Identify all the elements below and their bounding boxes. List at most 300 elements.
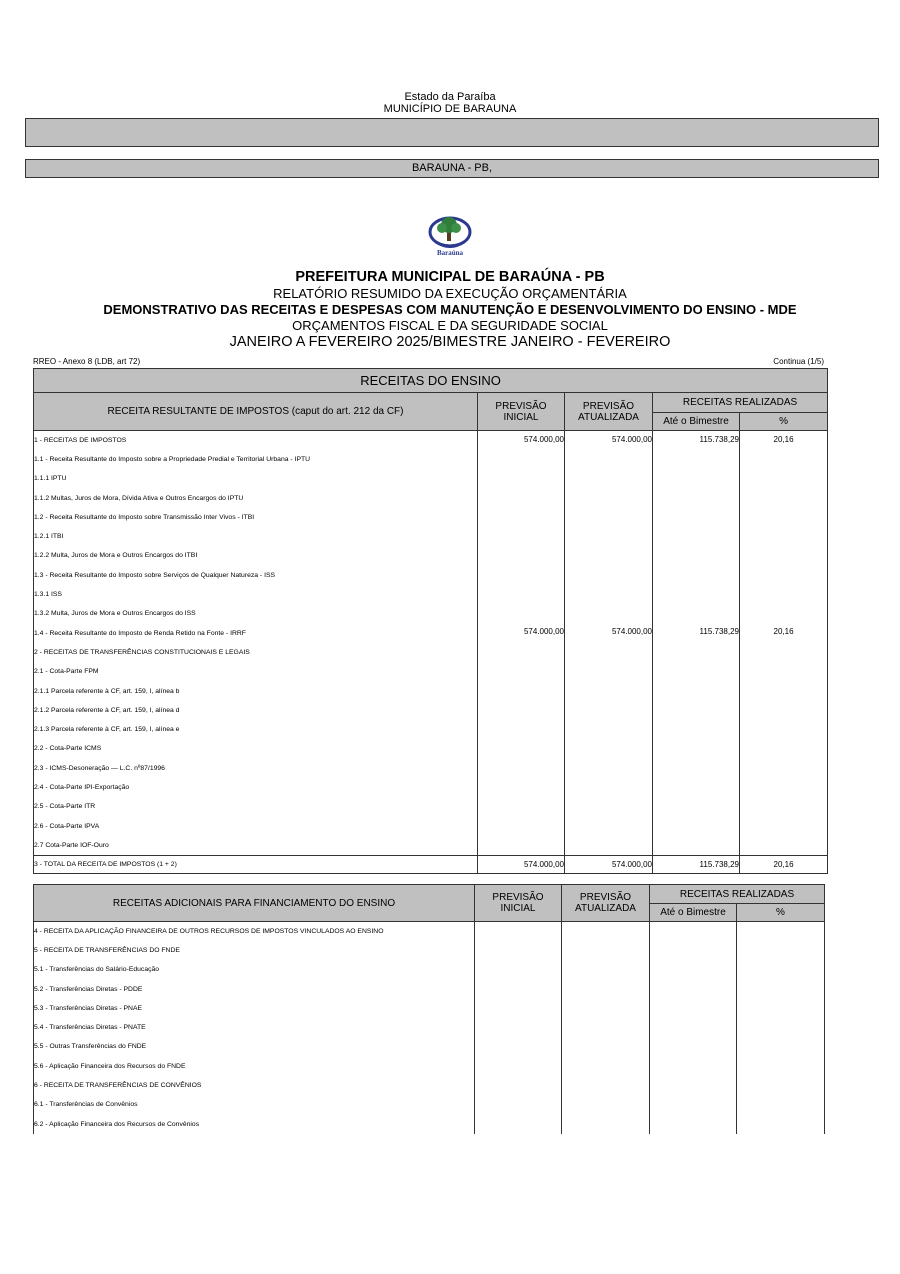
cell-pct (740, 836, 828, 855)
row-label: 1.3.1 ISS (34, 585, 478, 604)
value-atualizada: 574.000,00 (611, 627, 652, 637)
cell-atualizada (565, 836, 653, 855)
cell-inicial (478, 797, 565, 816)
row-label: 5.1 - Transferências do Salário-Educação (34, 960, 475, 979)
value-ate-bimestre (650, 979, 736, 983)
cell-pct (737, 1057, 825, 1076)
cell-ate-bimestre (650, 960, 737, 979)
table-row (34, 546, 828, 565)
cell-ate-bimestre (650, 1114, 737, 1133)
cell-ate-bimestre (653, 450, 740, 469)
value-inicial (478, 469, 564, 473)
column-header-main: RECEITAS ADICIONAIS PARA FINANCIAMENTO DO ENSINO (34, 885, 475, 922)
value-pct (737, 1076, 824, 1080)
value-pct (740, 720, 827, 724)
value-inicial (478, 566, 564, 570)
cell-atualizada (562, 1037, 650, 1056)
value-pct (737, 999, 824, 1003)
value-ate-bimestre (650, 1018, 736, 1022)
cell-inicial (475, 999, 562, 1018)
value-ate-bimestre (653, 836, 739, 840)
value-ate-bimestre (653, 681, 739, 685)
table-row (34, 720, 828, 739)
value-atualizada (565, 469, 652, 473)
row-label: 2.1.3 Parcela referente à CF, art. 159, I, alínea e (34, 720, 478, 739)
value-ate-bimestre (653, 739, 739, 743)
table-row (34, 701, 828, 720)
cell-inicial (475, 1037, 562, 1056)
cell-pct (740, 585, 828, 604)
value-inicial (478, 759, 564, 763)
row-label: 5.5 - Outras Transferências do FNDE (34, 1037, 475, 1056)
cell-atualizada (565, 681, 653, 700)
cell-ate-bimestre (650, 999, 737, 1018)
column-header-receitas-realizadas: RECEITAS REALIZADAS (653, 393, 828, 413)
cell-ate-bimestre (653, 508, 740, 527)
cell-ate-bimestre (650, 941, 737, 960)
state-name: Estado da Paraíba (404, 91, 496, 103)
table-row (34, 527, 828, 546)
row-label: 2.2 - Cota-Parte ICMS (34, 739, 478, 758)
table-row (34, 922, 825, 941)
row-label: 4 - RECEITA DA APLICAÇÃO FINANCEIRA DE OUTROS RECURSOS DE IMPOSTOS VINCULADOS AO ENSINO (34, 922, 475, 941)
cell-pct (740, 623, 828, 642)
column-header-previsao-atualizada: PREVISÃO ATUALIZADA (565, 393, 653, 431)
cell-ate-bimestre (650, 1095, 737, 1114)
cell-inicial (478, 759, 565, 778)
value-inicial (475, 960, 561, 964)
cell-pct (740, 759, 828, 778)
row-label: 1.1.2 Multas, Juros de Mora, Dívida Ativa e Outros Encargos do IPTU (34, 488, 478, 507)
row-label: 1.1 - Receita Resultante do Imposto sobre a Propriedade Predial e Territorial Urbana - IPTU (34, 450, 478, 469)
cell-pct (740, 797, 828, 816)
value-inicial (478, 450, 564, 454)
cell-inicial (475, 922, 562, 941)
value-ate-bimestre (653, 759, 739, 763)
cell-atualizada (565, 585, 653, 604)
value-inicial (478, 701, 564, 705)
total-value: 574.000,00 (611, 859, 652, 869)
cell-atualizada (565, 643, 653, 662)
cell-atualizada (565, 720, 653, 739)
value-ate-bimestre (650, 1095, 736, 1099)
cell-pct (737, 1037, 825, 1056)
value-atualizada (565, 450, 652, 454)
value-atualizada (565, 836, 652, 840)
page-continuation: Continua (1/5) (773, 357, 824, 366)
value-ate-bimestre (653, 662, 739, 666)
column-header-main: RECEITA RESULTANTE DE IMPOSTOS (caput do art. 212 da CF) (34, 393, 478, 431)
value-ate-bimestre (650, 1114, 736, 1118)
cell-pct (740, 450, 828, 469)
cell-pct (740, 778, 828, 797)
value-pct (740, 701, 827, 705)
location-banner: BARAUNA - PB, (25, 159, 879, 178)
value-pct (737, 1114, 824, 1118)
municipal-logo-icon (425, 213, 475, 257)
value-inicial (478, 797, 564, 801)
value-atualizada (565, 701, 652, 705)
cell-inicial (478, 681, 565, 700)
value-atualizada (562, 1095, 649, 1099)
cell-ate-bimestre (650, 1018, 737, 1037)
value-ate-bimestre (650, 1057, 736, 1061)
row-label: 1.2.1 ITBI (34, 527, 478, 546)
value-inicial (475, 1037, 561, 1041)
row-label: 5 - RECEITA DE TRANSFERÊNCIAS DO FNDE (34, 941, 475, 960)
value-ate-bimestre: 115.738,29 (699, 435, 739, 444)
value-pct (737, 1018, 824, 1022)
receitas-adicionais-table (33, 884, 825, 1134)
value-ate-bimestre (653, 701, 739, 705)
table-row (34, 739, 828, 758)
row-label: 1.3.2 Multa, Juros de Mora e Outros Encargos do ISS (34, 604, 478, 623)
value-ate-bimestre (653, 450, 739, 454)
row-label: 1.3 - Receita Resultante do Imposto sobre Serviços de Qualquer Natureza - ISS (34, 566, 478, 585)
value-pct (740, 816, 827, 820)
value-atualizada (565, 816, 652, 820)
value-pct (740, 604, 827, 608)
table-row (34, 623, 828, 642)
value-pct (737, 1095, 824, 1099)
value-ate-bimestre (653, 604, 739, 608)
value-inicial (475, 1018, 561, 1022)
table-title: RECEITAS DO ENSINO (34, 369, 828, 393)
table-row (34, 778, 828, 797)
cell-atualizada (565, 797, 653, 816)
value-atualizada (565, 604, 652, 608)
row-label: 2.7 Cota-Parte IOF-Ouro (34, 836, 478, 855)
cell-inicial (478, 836, 565, 855)
cell-ate-bimestre (653, 816, 740, 835)
municipality-name: MUNICÍPIO DE BARAUNA (383, 103, 517, 115)
total-inicial (478, 855, 565, 873)
column-header-percent: % (740, 413, 828, 431)
cell-ate-bimestre (653, 701, 740, 720)
row-label: 1.4 - Receita Resultante do Imposto de Renda Retido na Fonte - IRRF (34, 623, 478, 642)
cell-ate-bimestre (653, 604, 740, 623)
value-pct (740, 546, 827, 550)
value-atualizada (562, 922, 649, 926)
period-title: JANEIRO A FEVEREIRO 2025/BIMESTRE JANEIRO - FEVEREIRO (229, 334, 671, 350)
cell-pct (740, 604, 828, 623)
report-title: RELATÓRIO RESUMIDO DA EXECUÇÃO ORÇAMENTÁRIA (273, 286, 627, 301)
value-inicial (475, 922, 561, 926)
value-inicial (478, 546, 564, 550)
table-row (34, 508, 828, 527)
cell-inicial (478, 546, 565, 565)
column-header-previsao-atualizada: PREVISÃO ATUALIZADA (562, 885, 650, 922)
value-ate-bimestre: 115.738,29 (699, 627, 739, 637)
value-pct (737, 979, 824, 983)
row-label: 2.4 - Cota-Parte IPI-Exportação (34, 778, 478, 797)
cell-pct (740, 720, 828, 739)
cell-atualizada (562, 1076, 650, 1095)
row-label: 1.2 - Receita Resultante do Imposto sobre Transmissão Inter Vivos - ITBI (34, 508, 478, 527)
table-row (34, 1018, 825, 1037)
cell-pct (737, 979, 825, 998)
value-inicial (478, 488, 564, 492)
value-ate-bimestre (653, 469, 739, 473)
value-pct (740, 508, 827, 512)
statement-title: DEMONSTRATIVO DAS RECEITAS E DESPESAS COM MANUTENÇÃO E DESENVOLVIMENTO DO ENSINO - MDE (103, 302, 797, 317)
value-pct (740, 759, 827, 763)
value-inicial: 574.000,00 (523, 435, 564, 444)
receitas-ensino-table (33, 368, 828, 874)
total-value: 115.738,29 (699, 859, 739, 869)
table-row (34, 450, 828, 469)
cell-ate-bimestre (653, 488, 740, 507)
cell-ate-bimestre (653, 778, 740, 797)
cell-atualizada (562, 999, 650, 1018)
cell-ate-bimestre (653, 739, 740, 758)
value-atualizada (565, 488, 652, 492)
value-pct (740, 836, 827, 840)
column-header-ate-bimestre: Até o Bimestre (653, 413, 740, 431)
annex-reference: RREO - Anexo 8 (LDB, art 72) (33, 357, 141, 366)
value-ate-bimestre (653, 508, 739, 512)
value-inicial (475, 1114, 561, 1118)
cell-ate-bimestre (653, 681, 740, 700)
value-inicial (478, 778, 564, 782)
table-row (34, 979, 825, 998)
value-atualizada (562, 1037, 649, 1041)
cell-inicial (475, 941, 562, 960)
cell-inicial (478, 720, 565, 739)
row-label: 5.3 - Transferências Diretas - PNAE (34, 999, 475, 1018)
value-ate-bimestre (653, 643, 739, 647)
column-header-ate-bimestre: Até o Bimestre (650, 904, 737, 922)
value-pct (740, 585, 827, 589)
cell-pct (740, 431, 828, 450)
cell-ate-bimestre (650, 922, 737, 941)
value-inicial (478, 836, 564, 840)
cell-pct (740, 508, 828, 527)
cell-atualizada (562, 922, 650, 941)
value-inicial (475, 1057, 561, 1061)
prefeitura-title: PREFEITURA MUNICIPAL DE BARAÚNA - PB (295, 269, 605, 285)
cell-ate-bimestre (653, 566, 740, 585)
table-row (34, 469, 828, 488)
cell-inicial (475, 1076, 562, 1095)
value-inicial (478, 585, 564, 589)
cell-pct (737, 960, 825, 979)
cell-atualizada (565, 759, 653, 778)
cell-ate-bimestre (650, 979, 737, 998)
value-inicial (478, 508, 564, 512)
cell-pct (737, 941, 825, 960)
value-atualizada (565, 527, 652, 531)
cell-inicial (478, 566, 565, 585)
value-atualizada (565, 508, 652, 512)
cell-inicial (475, 960, 562, 979)
row-label: 2.1 - Cota-Parte FPM (34, 662, 478, 681)
table-row (34, 643, 828, 662)
value-inicial: 574.000,00 (523, 627, 564, 637)
value-atualizada (565, 566, 652, 570)
cell-ate-bimestre (653, 720, 740, 739)
value-pct (740, 643, 827, 647)
cell-atualizada (565, 662, 653, 681)
value-pct (740, 566, 827, 570)
total-atualizada (565, 855, 653, 873)
cell-ate-bimestre (653, 469, 740, 488)
cell-pct (740, 546, 828, 565)
cell-inicial (478, 778, 565, 797)
value-ate-bimestre (653, 566, 739, 570)
cell-atualizada (562, 1018, 650, 1037)
cell-ate-bimestre (650, 1037, 737, 1056)
cell-inicial (475, 1057, 562, 1076)
cell-atualizada (565, 469, 653, 488)
row-label: 1.1.1 IPTU (34, 469, 478, 488)
value-pct (737, 941, 824, 945)
budget-subtitle: ORÇAMENTOS FISCAL E DA SEGURIDADE SOCIAL (292, 318, 608, 333)
row-label: 2.1.2 Parcela referente à CF, art. 159, I, alínea d (34, 701, 478, 720)
column-header-percent: % (737, 904, 825, 922)
value-atualizada (562, 1076, 649, 1080)
table-row (34, 999, 825, 1018)
value-pct (740, 469, 827, 473)
table-row (34, 1057, 825, 1076)
cell-pct (737, 1076, 825, 1095)
value-atualizada (565, 662, 652, 666)
value-ate-bimestre (653, 585, 739, 589)
row-label: 6 - RECEITA DE TRANSFERÊNCIAS DE CONVÊNIOS (34, 1076, 475, 1095)
value-pct (740, 739, 827, 743)
cell-atualizada (565, 508, 653, 527)
cell-inicial (475, 1095, 562, 1114)
row-label: 2.6 - Cota-Parte IPVA (34, 816, 478, 835)
row-label: 5.2 - Transferências Diretas - PDDE (34, 979, 475, 998)
cell-inicial (478, 508, 565, 527)
value-ate-bimestre (650, 960, 736, 964)
value-ate-bimestre (650, 922, 736, 926)
value-inicial (478, 681, 564, 685)
cell-inicial (475, 1114, 562, 1133)
table-row (34, 759, 828, 778)
cell-inicial (475, 979, 562, 998)
value-atualizada (562, 999, 649, 1003)
cell-atualizada (565, 450, 653, 469)
cell-ate-bimestre (653, 662, 740, 681)
value-atualizada (562, 1114, 649, 1118)
cell-ate-bimestre (650, 1057, 737, 1076)
table-row (34, 816, 828, 835)
cell-atualizada (565, 566, 653, 585)
value-atualizada (565, 778, 652, 782)
cell-pct (737, 999, 825, 1018)
table-row (34, 1095, 825, 1114)
value-inicial (478, 739, 564, 743)
cell-pct (740, 816, 828, 835)
cell-pct (740, 681, 828, 700)
value-pct (740, 681, 827, 685)
value-atualizada (565, 681, 652, 685)
row-label: 2 - RECEITAS DE TRANSFERÊNCIAS CONSTITUCIONAIS E LEGAIS (34, 643, 478, 662)
cell-inicial (478, 469, 565, 488)
value-ate-bimestre (650, 1037, 736, 1041)
cell-ate-bimestre (653, 546, 740, 565)
cell-atualizada (565, 604, 653, 623)
cell-atualizada (562, 1057, 650, 1076)
cell-ate-bimestre (653, 797, 740, 816)
cell-inicial (478, 450, 565, 469)
cell-ate-bimestre (653, 527, 740, 546)
cell-pct (740, 566, 828, 585)
table-row (34, 566, 828, 585)
cell-atualizada (562, 941, 650, 960)
value-inicial (478, 604, 564, 608)
value-pct (740, 450, 827, 454)
value-atualizada (562, 960, 649, 964)
value-pct (740, 662, 827, 666)
value-ate-bimestre (650, 1076, 736, 1080)
column-header-receitas-realizadas: RECEITAS REALIZADAS (650, 885, 825, 904)
table-row (34, 960, 825, 979)
cell-inicial (478, 662, 565, 681)
cell-inicial (478, 701, 565, 720)
cell-ate-bimestre (650, 1076, 737, 1095)
cell-ate-bimestre (653, 585, 740, 604)
row-label: 2.5 - Cota-Parte ITR (34, 797, 478, 816)
table-row (34, 431, 828, 450)
value-pct: 20,16 (773, 435, 794, 444)
value-pct (737, 960, 824, 964)
value-atualizada (562, 1018, 649, 1022)
cell-ate-bimestre (653, 431, 740, 450)
table-row (34, 836, 828, 855)
cell-inicial (478, 431, 565, 450)
value-inicial (478, 643, 564, 647)
table-row (34, 604, 828, 623)
cell-atualizada (565, 739, 653, 758)
value-ate-bimestre (653, 488, 739, 492)
logo-caption: Baraúna (436, 249, 464, 257)
value-atualizada (565, 759, 652, 763)
value-pct (737, 1037, 824, 1041)
cell-inicial (478, 488, 565, 507)
value-atualizada (565, 546, 652, 550)
value-pct (740, 797, 827, 801)
value-atualizada: 574.000,00 (611, 435, 652, 444)
column-header-previsao-inicial: PREVISÃO INICIAL (475, 885, 562, 922)
cell-atualizada (565, 701, 653, 720)
value-ate-bimestre (653, 778, 739, 782)
row-label: 2.3 - ICMS-Desoneração — L.C. nº87/1996 (34, 759, 478, 778)
value-ate-bimestre (650, 941, 736, 945)
cell-atualizada (565, 527, 653, 546)
cell-inicial (478, 816, 565, 835)
total-value: 20,16 (773, 859, 794, 869)
cell-inicial (478, 623, 565, 642)
table-row (34, 488, 828, 507)
value-inicial (478, 527, 564, 531)
value-ate-bimestre (653, 527, 739, 531)
cell-atualizada (565, 488, 653, 507)
table-row (34, 1037, 825, 1056)
cell-atualizada (562, 1095, 650, 1114)
value-atualizada (565, 585, 652, 589)
value-ate-bimestre (653, 546, 739, 550)
column-header-previsao-inicial: PREVISÃO INICIAL (478, 393, 565, 431)
value-pct (737, 922, 824, 926)
total-label: 3 - TOTAL DA RECEITA DE IMPOSTOS (1 + 2) (34, 855, 478, 873)
total-value: 574.000,00 (523, 859, 564, 869)
cell-ate-bimestre (653, 836, 740, 855)
cell-inicial (475, 1018, 562, 1037)
cell-atualizada (562, 979, 650, 998)
